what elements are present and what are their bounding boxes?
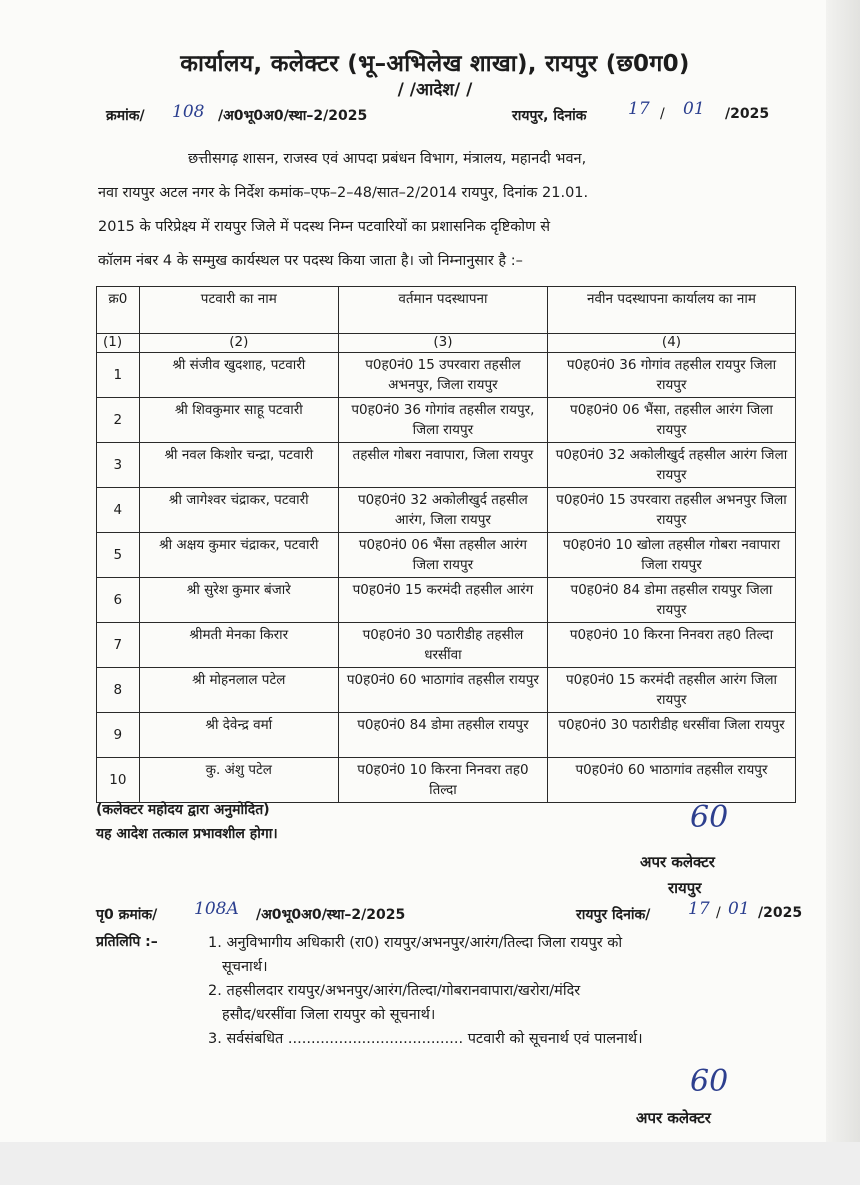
ref-month-handwritten: 01 xyxy=(683,99,705,119)
copy-item-3-line-1: 3. सर्वसंबधित ...................................... पटवारी को सूचनार्थ एवं पालनार्थ। xyxy=(208,1031,643,1047)
row-current-posting: प0ह0नं0 36 गोगांव तहसील रायपुर, जिला रायपुर xyxy=(338,398,547,443)
table-row xyxy=(97,623,796,668)
row-sn: 3 xyxy=(97,443,140,488)
row-name: श्री मोहनलाल पटेल xyxy=(139,668,338,713)
order-heading: / /आदेश/ / xyxy=(397,80,473,100)
row-new-posting: प0ह0नं0 10 किरना निनवरा तह0 तिल्दा xyxy=(547,623,795,668)
row-sn: 7 xyxy=(97,623,140,668)
row-current-posting: प0ह0नं0 15 करमंदी तहसील आरंग xyxy=(338,578,547,623)
body-line-3: 2015 के परिप्रेक्ष्य में रायपुर जिले में पदस्थ निम्न पटवारियों का प्रशासनिक दृष्टिकोण से xyxy=(98,219,551,235)
row-sn: 6 xyxy=(97,578,140,623)
row-name: श्रीमती मेनका किरार xyxy=(139,623,338,668)
endorsement-year: /2025 xyxy=(758,905,803,921)
row-new-posting: प0ह0नं0 10 खोला तहसील गोबरा नवापारा जिला रायपुर xyxy=(547,533,795,578)
row-name: श्री नवल किशोर चन्द्रा, पटवारी xyxy=(139,443,338,488)
ref-slash-1: / xyxy=(660,106,665,122)
table-row xyxy=(97,713,796,758)
row-new-posting: प0ह0नं0 36 गोगांव तहसील रायपुर जिला रायपुर xyxy=(547,353,795,398)
table-row xyxy=(97,488,796,533)
row-current-posting: प0ह0नं0 06 भैंसा तहसील आरंग जिला रायपुर xyxy=(338,533,547,578)
endorsement-label: पृ0 क्रमांक/ xyxy=(96,907,158,923)
row-name: श्री संजीव खुदशाह, पटवारी xyxy=(139,353,338,398)
copy-label: प्रतिलिपि :– xyxy=(96,934,158,950)
row-sn: 1 xyxy=(97,353,140,398)
ref-place-date-label: रायपुर, दिनांक xyxy=(512,108,587,124)
ref-label: क्रमांक/ xyxy=(106,108,145,124)
row-sn: 2 xyxy=(97,398,140,443)
body-line-4: कॉलम नंबर 4 के सम्मुख कार्यस्थल पर पदस्थ किया जाता है। जो निम्नानुसार है :– xyxy=(98,253,523,269)
header-current-posting: वर्तमान पदस्थापना xyxy=(338,287,547,334)
row-current-posting: प0ह0नं0 30 पठारीडीह तहसील धरसींवा xyxy=(338,623,547,668)
table-row xyxy=(97,668,796,713)
row-current-posting: प0ह0नं0 32 अकोलीखुर्द तहसील आरंग, जिला रायपुर xyxy=(338,488,547,533)
table-row xyxy=(97,758,796,803)
header-sn: क्र0 xyxy=(97,287,140,334)
row-new-posting: प0ह0नं0 30 पठारीडीह धरसींवा जिला रायपुर xyxy=(547,713,795,758)
row-new-posting: प0ह0नं0 15 करमंदी तहसील आरंग जिला रायपुर xyxy=(547,668,795,713)
row-name: कु. अंशु पटेल xyxy=(139,758,338,803)
column-number-row xyxy=(97,334,796,353)
table-row xyxy=(97,443,796,488)
table-row xyxy=(97,578,796,623)
row-new-posting: प0ह0नं0 84 डोमा तहसील रायपुर जिला रायपुर xyxy=(547,578,795,623)
signature-mark-1: 60 xyxy=(690,800,729,835)
endorsement-suffix: /अ0भू0अ0/स्था–2/2025 xyxy=(256,907,406,923)
signature1-title: अपर कलेक्टर xyxy=(640,853,715,871)
office-heading: कार्यालय, कलेक्टर (भू–अभिलेख शाखा), रायपुर (छ0ग0) xyxy=(180,51,690,77)
row-sn: 10 xyxy=(97,758,140,803)
body-line-2: नवा रायपुर अटल नगर के निर्देश कमांक–एफ–2–48/सात–2/2014 रायपुर, दिनांक 21.01. xyxy=(98,185,589,201)
row-current-posting: प0ह0नं0 60 भाठागांव तहसील रायपुर xyxy=(338,668,547,713)
signature1-place: रायपुर xyxy=(668,879,702,897)
endorsement-day-handwritten: 17 xyxy=(688,899,710,919)
page-edge-shadow xyxy=(826,0,860,1142)
row-current-posting: तहसील गोबरा नवापारा, जिला रायपुर xyxy=(338,443,547,488)
copy-item-2-line-1: 2. तहसीलदार रायपुर/अभनपुर/आरंग/तिल्दा/गोबरानवापारा/खरोरा/मंदिर xyxy=(208,983,581,999)
row-name: श्री शिवकुमार साहू पटवारी xyxy=(139,398,338,443)
endorsement-slash: / xyxy=(716,905,721,921)
row-name: श्री सुरेश कुमार बंजारे xyxy=(139,578,338,623)
ref-day-handwritten: 17 xyxy=(628,99,650,119)
row-name: श्री अक्षय कुमार चंद्राकर, पटवारी xyxy=(139,533,338,578)
row-new-posting: प0ह0नं0 15 उपरवारा तहसील अभनपुर जिला रायपुर xyxy=(547,488,795,533)
colnum-3: (3) xyxy=(338,334,547,353)
effect-note: यह आदेश तत्काल प्रभावशील होगा। xyxy=(96,826,278,842)
ref-number-handwritten: 108 xyxy=(172,102,205,122)
transfer-table xyxy=(96,286,796,803)
colnum-2: (2) xyxy=(139,334,338,353)
colnum-4: (4) xyxy=(547,334,795,353)
signature2-title: अपर कलेक्टर xyxy=(636,1109,711,1127)
row-name: श्री जागेश्वर चंद्राकर, पटवारी xyxy=(139,488,338,533)
row-name: श्री देवेन्द्र वर्मा xyxy=(139,713,338,758)
endorsement-place-date-label: रायपुर दिनांक/ xyxy=(576,907,651,923)
row-new-posting: प0ह0नं0 60 भाठागांव तहसील रायपुर xyxy=(547,758,795,803)
ref-year: /2025 xyxy=(725,106,770,122)
header-new-posting: नवीन पदस्थापना कार्यालय का नाम xyxy=(547,287,795,334)
table-row xyxy=(97,353,796,398)
table-header-row xyxy=(97,287,796,334)
body-line-1: छत्तीसगढ़ शासन, राजस्व एवं आपदा प्रबंधन विभाग, मंत्रालय, महानदी भवन, xyxy=(188,151,587,167)
table-row xyxy=(97,398,796,443)
row-new-posting: प0ह0नं0 32 अकोलीखुर्द तहसील आरंग जिला रायपुर xyxy=(547,443,795,488)
copy-item-2-line-2: हसौद/धरसींवा जिला रायपुर को सूचनार्थ। xyxy=(222,1007,436,1023)
signature-mark-2: 60 xyxy=(690,1064,729,1099)
row-sn: 4 xyxy=(97,488,140,533)
row-current-posting: प0ह0नं0 10 किरना निनवरा तह0 तिल्दा xyxy=(338,758,547,803)
row-current-posting: प0ह0नं0 84 डोमा तहसील रायपुर xyxy=(338,713,547,758)
row-new-posting: प0ह0नं0 06 भैंसा, तहसील आरंग जिला रायपुर xyxy=(547,398,795,443)
copy-item-1-line-2: सूचनार्थ। xyxy=(222,959,268,975)
colnum-1: (1) xyxy=(97,334,140,353)
table-row xyxy=(97,533,796,578)
ref-suffix: /अ0भू0अ0/स्था–2/2025 xyxy=(218,108,368,124)
row-sn: 8 xyxy=(97,668,140,713)
endorsement-month-handwritten: 01 xyxy=(728,899,750,919)
copy-item-1-line-1: 1. अनुविभागीय अधिकारी (रा0) रायपुर/अभनपुर/आरंग/तिल्दा जिला रायपुर को xyxy=(208,935,623,951)
approval-note: (कलेक्टर महोदय द्वारा अनुमोदित) xyxy=(96,802,270,818)
row-sn: 5 xyxy=(97,533,140,578)
row-sn: 9 xyxy=(97,713,140,758)
endorsement-number-handwritten: 108A xyxy=(194,899,239,919)
bottom-background xyxy=(0,1142,860,1185)
row-current-posting: प0ह0नं0 15 उपरवारा तहसील अभनपुर, जिला रायपुर xyxy=(338,353,547,398)
header-name: पटवारी का नाम xyxy=(139,287,338,334)
